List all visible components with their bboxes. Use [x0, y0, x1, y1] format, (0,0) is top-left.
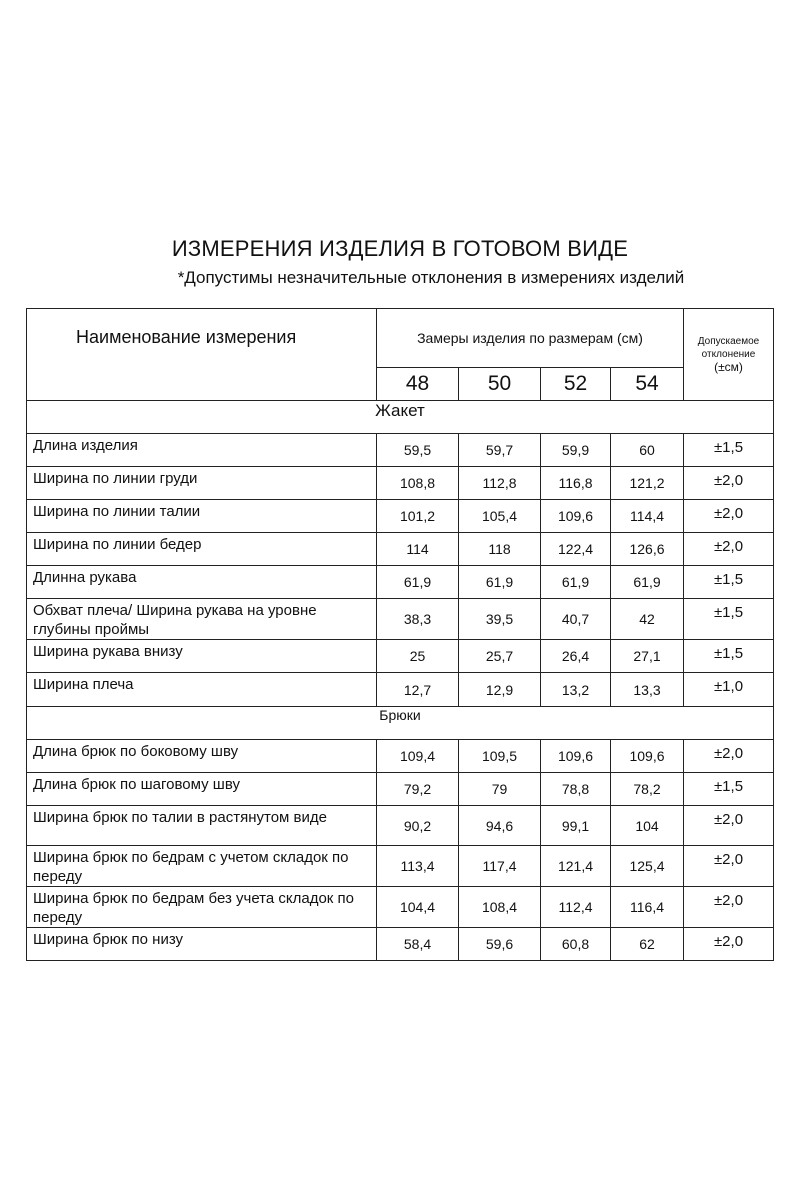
value-size-54: 125,4	[611, 846, 684, 887]
name-column-header: Наименование измерения	[27, 309, 377, 401]
measurement-name: Ширина брюк по бедрам без учета складок по переду	[27, 887, 377, 928]
tolerance-header-line2: отклонение	[701, 349, 756, 360]
tolerance-value: ±1,5	[684, 773, 774, 806]
tolerance-value: ±2,0	[684, 467, 774, 500]
value-size-50: 25,7	[459, 640, 541, 673]
tolerance-header-unit: (±см)	[714, 360, 743, 374]
value-size-48: 114	[377, 533, 459, 566]
measurement-name: Длина брюк по боковому шву	[27, 740, 377, 773]
tolerance-value: ±2,0	[684, 846, 774, 887]
measurement-name: Ширина по линии бедер	[27, 533, 377, 566]
measurement-name: Ширина брюк по низу	[27, 928, 377, 961]
value-size-54: 104	[611, 806, 684, 846]
value-size-50: 118	[459, 533, 541, 566]
document-subtitle: *Допустимы незначительные отклонения в измерениях изделий	[177, 268, 685, 287]
value-size-54: 27,1	[611, 640, 684, 673]
value-size-50: 79	[459, 773, 541, 806]
value-size-52: 13,2	[541, 673, 611, 707]
measurements-column-header: Замеры изделия по размерам (см)	[377, 309, 684, 368]
measurement-name: Длина брюк по шаговому шву	[27, 773, 377, 806]
value-size-52: 61,9	[541, 566, 611, 599]
value-size-54: 126,6	[611, 533, 684, 566]
value-size-50: 117,4	[459, 846, 541, 887]
value-size-50: 59,6	[459, 928, 541, 961]
tolerance-value: ±2,0	[684, 740, 774, 773]
value-size-48: 113,4	[377, 846, 459, 887]
size-header-50: 50	[459, 368, 541, 401]
value-size-52: 121,4	[541, 846, 611, 887]
table-row	[27, 640, 774, 673]
table-row	[27, 566, 774, 599]
value-size-50: 108,4	[459, 887, 541, 928]
document-title: ИЗМЕРЕНИЯ ИЗДЕЛИЯ В ГОТОВОМ ВИДЕ	[171, 236, 629, 261]
measurement-name: Ширина брюк по бедрам с учетом складок по переду	[27, 846, 377, 887]
value-size-52: 26,4	[541, 640, 611, 673]
value-size-48: 12,7	[377, 673, 459, 707]
section-row	[27, 401, 774, 434]
value-size-48: 108,8	[377, 467, 459, 500]
tolerance-value: ±1,5	[684, 566, 774, 599]
tolerance-value: ±1,5	[684, 640, 774, 673]
measurement-name: Обхват плеча/ Ширина рукава на уровне глубины проймы	[27, 599, 377, 640]
measurement-name: Ширина по линии груди	[27, 467, 377, 500]
value-size-48: 79,2	[377, 773, 459, 806]
value-size-48: 58,4	[377, 928, 459, 961]
size-header-48: 48	[377, 368, 459, 401]
tolerance-value: ±2,0	[684, 928, 774, 961]
value-size-54: 13,3	[611, 673, 684, 707]
measurement-name: Ширина плеча	[27, 673, 377, 707]
measurement-name: Ширина рукава внизу	[27, 640, 377, 673]
value-size-52: 109,6	[541, 740, 611, 773]
value-size-52: 59,9	[541, 434, 611, 467]
measurement-name: Ширина по линии талии	[27, 500, 377, 533]
value-size-54: 109,6	[611, 740, 684, 773]
value-size-54: 61,9	[611, 566, 684, 599]
table-row	[27, 846, 774, 887]
value-size-52: 109,6	[541, 500, 611, 533]
value-size-50: 59,7	[459, 434, 541, 467]
measurement-name: Длинна рукава	[27, 566, 377, 599]
value-size-50: 12,9	[459, 673, 541, 707]
table-row	[27, 500, 774, 533]
tolerance-value: ±2,0	[684, 806, 774, 846]
value-size-48: 90,2	[377, 806, 459, 846]
section-row	[27, 707, 774, 740]
table-row	[27, 928, 774, 961]
table-row	[27, 533, 774, 566]
tolerance-value: ±2,0	[684, 533, 774, 566]
size-header-54: 54	[611, 368, 684, 401]
value-size-50: 61,9	[459, 566, 541, 599]
value-size-54: 116,4	[611, 887, 684, 928]
table-row	[27, 887, 774, 928]
value-size-52: 112,4	[541, 887, 611, 928]
measurement-table	[26, 308, 774, 961]
table-row	[27, 806, 774, 846]
value-size-48: 104,4	[377, 887, 459, 928]
table-row	[27, 673, 774, 707]
value-size-52: 122,4	[541, 533, 611, 566]
table-row	[27, 773, 774, 806]
table-row	[27, 434, 774, 467]
value-size-54: 121,2	[611, 467, 684, 500]
value-size-52: 99,1	[541, 806, 611, 846]
section-title: Жакет	[27, 401, 774, 434]
tolerance-header-line1: Допускаемое	[697, 336, 760, 347]
tolerance-value: ±1,0	[684, 673, 774, 707]
value-size-54: 42	[611, 599, 684, 640]
tolerance-value: ±2,0	[684, 500, 774, 533]
value-size-50: 39,5	[459, 599, 541, 640]
tolerance-column-header	[684, 309, 774, 401]
table-row	[27, 599, 774, 640]
value-size-50: 105,4	[459, 500, 541, 533]
tolerance-value: ±1,5	[684, 434, 774, 467]
value-size-48: 101,2	[377, 500, 459, 533]
value-size-52: 40,7	[541, 599, 611, 640]
value-size-54: 114,4	[611, 500, 684, 533]
value-size-50: 109,5	[459, 740, 541, 773]
measurement-name: Длина изделия	[27, 434, 377, 467]
tolerance-value: ±1,5	[684, 599, 774, 640]
value-size-54: 62	[611, 928, 684, 961]
value-size-48: 61,9	[377, 566, 459, 599]
value-size-50: 94,6	[459, 806, 541, 846]
value-size-48: 109,4	[377, 740, 459, 773]
value-size-50: 112,8	[459, 467, 541, 500]
section-title: Брюки	[27, 707, 774, 740]
size-header-52: 52	[541, 368, 611, 401]
value-size-52: 60,8	[541, 928, 611, 961]
value-size-48: 38,3	[377, 599, 459, 640]
measurement-name: Ширина брюк по талии в растянутом виде	[27, 806, 377, 846]
value-size-52: 116,8	[541, 467, 611, 500]
table-row	[27, 740, 774, 773]
tolerance-value: ±2,0	[684, 887, 774, 928]
value-size-48: 25	[377, 640, 459, 673]
value-size-52: 78,8	[541, 773, 611, 806]
value-size-54: 60	[611, 434, 684, 467]
value-size-54: 78,2	[611, 773, 684, 806]
table-row	[27, 467, 774, 500]
value-size-48: 59,5	[377, 434, 459, 467]
